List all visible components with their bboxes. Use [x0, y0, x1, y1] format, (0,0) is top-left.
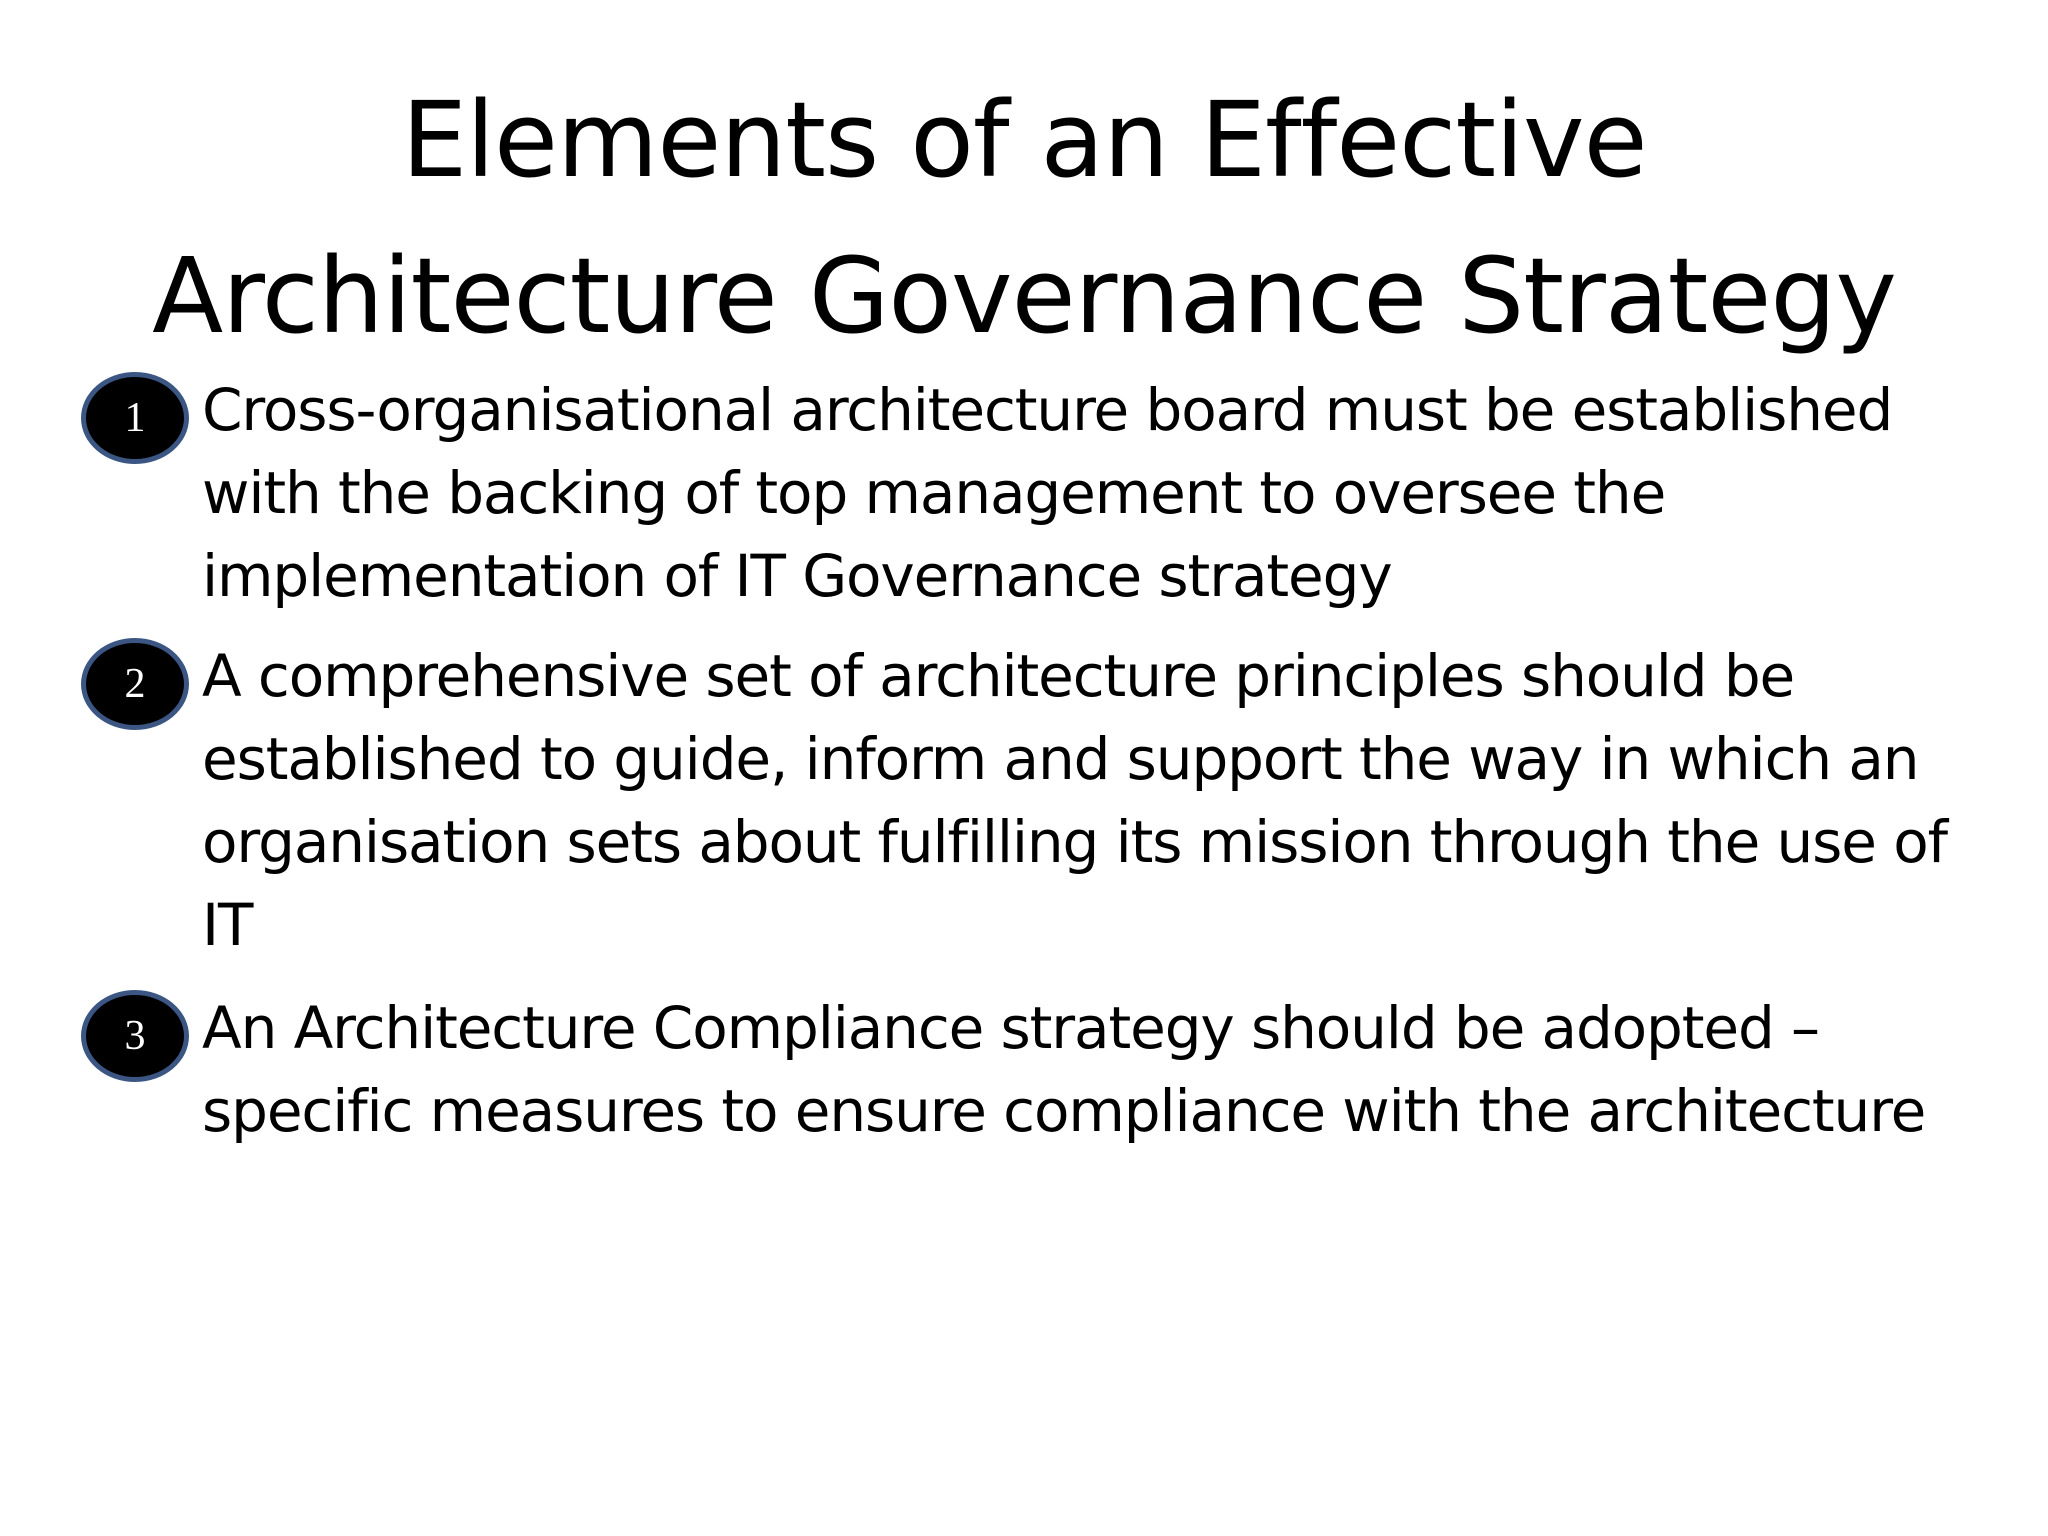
- bullet-text-1: Cross-organisational architecture board must be established with the backing of top management to oversee the implementation of IT Governance strategy: [202, 376, 1893, 610]
- number-badge-1: 1: [81, 372, 189, 464]
- number-badge-3: 3: [81, 990, 189, 1082]
- number-badge-2: 2: [81, 638, 189, 730]
- bullet-text-3: An Architecture Compliance strategy should be adopted – specific measures to ensure compliance with the architecture: [202, 994, 1926, 1145]
- slide-title: [0, 62, 2048, 374]
- title-line-2: Architecture Governance Strategy: [152, 235, 1896, 357]
- bullet-text-2: A comprehensive set of architecture principles should be established to guide, inform and support the way in which an organisation sets about fulfilling its mission through the use of IT: [202, 642, 1947, 959]
- title-line-1: Elements of an Effective: [401, 79, 1647, 201]
